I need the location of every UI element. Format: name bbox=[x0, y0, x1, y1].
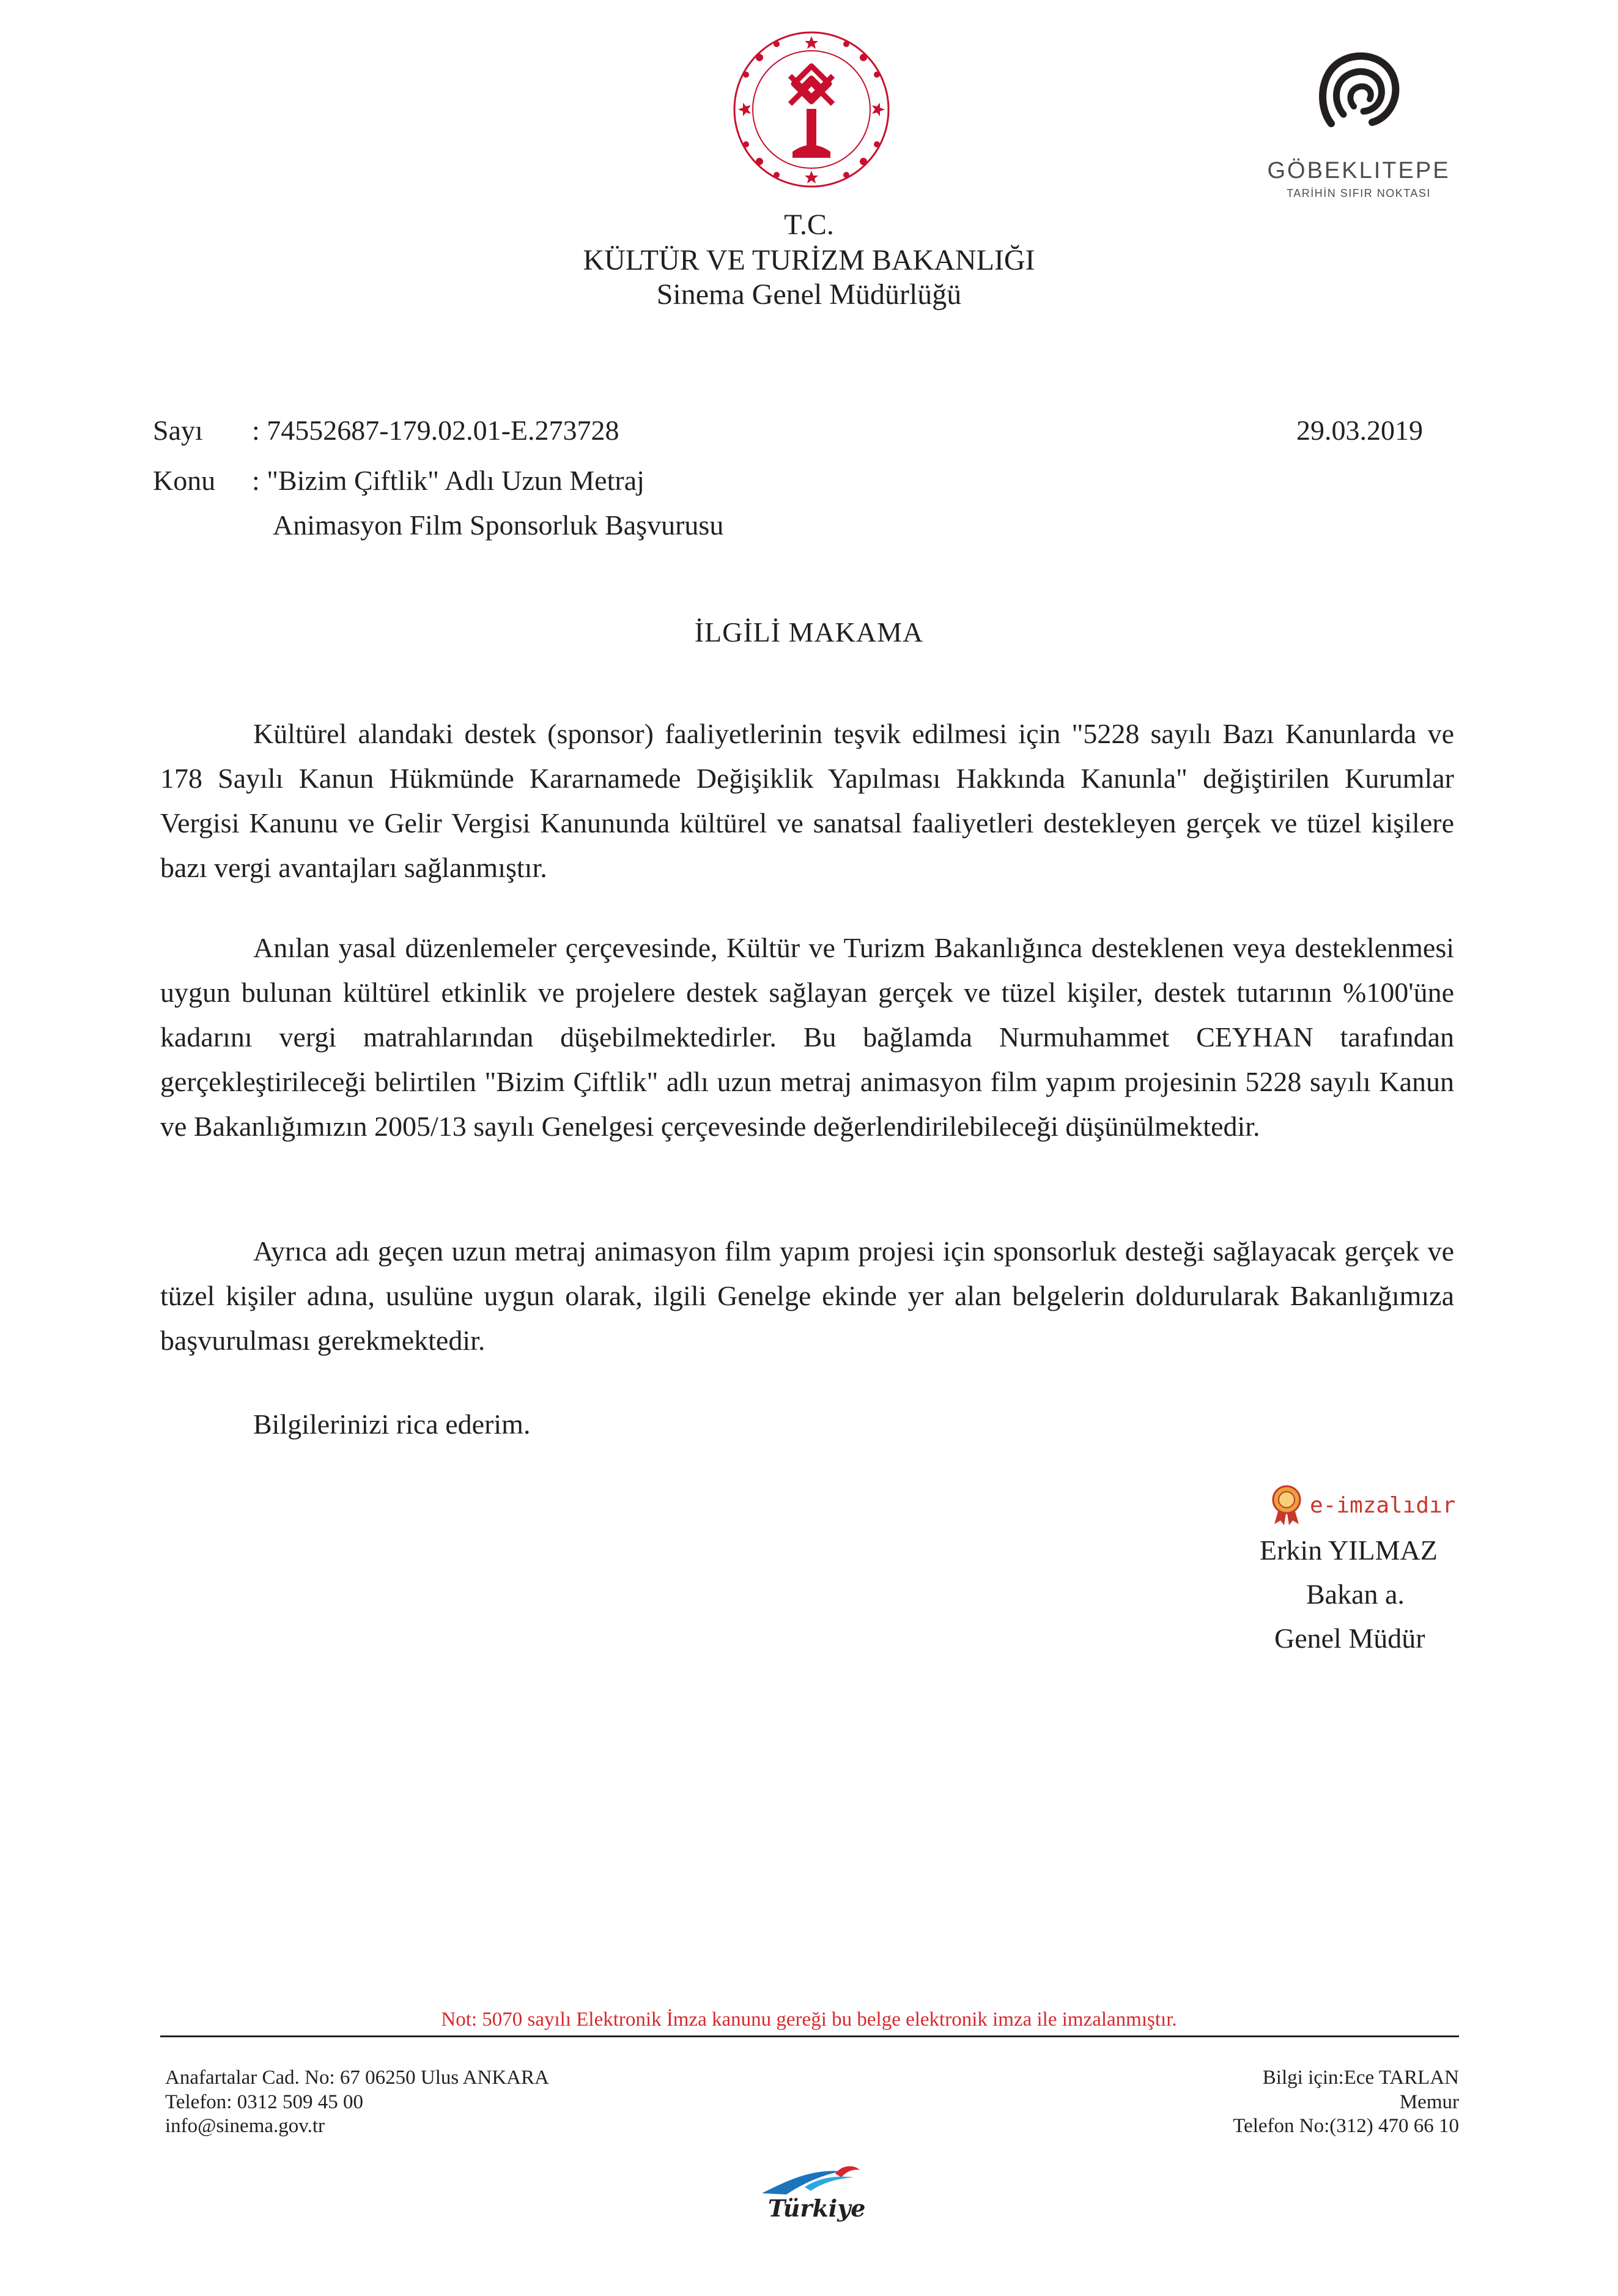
header-directorate: Sinema Genel Müdürlüğü bbox=[656, 278, 962, 311]
footer-contact-phone: Telefon No:(312) 470 66 10 bbox=[1233, 2115, 1459, 2137]
signer-title-1: Bakan a. bbox=[1306, 1579, 1405, 1610]
signer-name: Erkin YILMAZ bbox=[1260, 1535, 1438, 1566]
ministry-emblem-logo bbox=[731, 29, 892, 190]
sayi-label: Sayı bbox=[153, 415, 203, 446]
gobeklitepe-title: GÖBEKLITEPE bbox=[1267, 158, 1450, 183]
footer-email: info@sinema.gov.tr bbox=[165, 2115, 325, 2137]
paragraph-3: Ayrıca adı geçen uzun metraj animasyon film yapım projesi için sponsorluk desteği sağlayacak gerçek ve tüzel kişiler adına, usulüne uygun olarak, ilgili Genelge ekinde yer alan belgelerin doldurularak Bakanlığımıza başvurulması gerekmektedir. bbox=[160, 1235, 1454, 1356]
footer-contact-person: Bilgi için:Ece TARLAN bbox=[1262, 2067, 1459, 2089]
footer-contact-role: Memur bbox=[1399, 2091, 1459, 2113]
konu-line-2: Animasyon Film Sponsorluk Başvurusu bbox=[273, 509, 724, 541]
footer-phone: Telefon: 0312 509 45 00 bbox=[165, 2091, 363, 2113]
gobeklitepe-logo bbox=[1255, 50, 1463, 209]
paragraph-1: Kültürel alandaki destek (sponsor) faaliyetlerinin teşvik edilmesi için "5228 sayılı Bazı Kanunlarda ve 178 Sayılı Kanun Hükmünde Kararnamede Değişiklik Yapılması Hakkında Kanunla" değiştirilen Kurumlar Vergisi Kanunu ve Gelir Vergisi Kanununda kültürel ve sanatsal faaliyetleri destekleyen gerçek ve tüzel kişilere bazı vergi avantajları sağlanmıştır. bbox=[160, 718, 1454, 883]
paragraph-2: Anılan yasal düzenlemeler çerçevesinde, Kültür ve Turizm Bakanlığınca desteklenen veya desteklenmesi uygun bulunan kültürel etkinlik ve projelere destek sağlayan gerçek ve tüzel kişiler, destek tutarının %100'üne kadarını vergi matrahlarından düşebilmektedirler. Bu bağlamda Nurmuhammet CEYHAN tarafından gerçekleştirileceği belirtilen "Bizim Çiftlik" adlı uzun metraj animasyon film yapım projesinin 5228 sayılı Kanun ve Bakanlığımızın 2005/13 sayılı Genelgesi çerçevesinde değerlendirilebileceği düşünülmektedir. bbox=[160, 932, 1454, 1142]
e-signature-stamp bbox=[1269, 1484, 1455, 1527]
e-signature-label: e-imzalıdır bbox=[1310, 1492, 1456, 1518]
gobeklitepe-mark-icon bbox=[1316, 50, 1402, 136]
konu-line-1: : "Bizim Çiftlik" Adlı Uzun Metraj bbox=[252, 465, 645, 496]
footer-address: Anafartalar Cad. No: 67 06250 Ulus ANKARA bbox=[165, 2067, 549, 2089]
konu-label: Konu bbox=[153, 465, 216, 496]
header-tc: T.C. bbox=[784, 209, 834, 241]
signer-title-2: Genel Müdür bbox=[1274, 1623, 1425, 1654]
salutation: İLGİLİ MAKAMA bbox=[694, 617, 924, 648]
turkiye-logo bbox=[750, 2163, 879, 2227]
e-signature-note: Not: 5070 sayılı Elektronik İmza kanunu gereği bu belge elektronik imza ile imzalanmıştır. bbox=[441, 2009, 1177, 2031]
sayi-value: : 74552687-179.02.01-E.273728 bbox=[252, 415, 619, 446]
header-ministry: KÜLTÜR VE TURİZM BAKANLIĞI bbox=[583, 244, 1035, 276]
gobeklitepe-subtitle: TARİHİN SIFIR NOKTASI bbox=[1287, 187, 1431, 199]
footer-divider bbox=[160, 2035, 1459, 2037]
rosette-seal-icon bbox=[1269, 1484, 1304, 1527]
document-date: 29.03.2019 bbox=[1296, 415, 1423, 446]
paragraph-4: Bilgilerinizi rica ederim. bbox=[253, 1409, 531, 1440]
turkiye-wordmark: Türkiye bbox=[768, 2194, 866, 2222]
tulip-bird-icon bbox=[750, 2163, 879, 2199]
